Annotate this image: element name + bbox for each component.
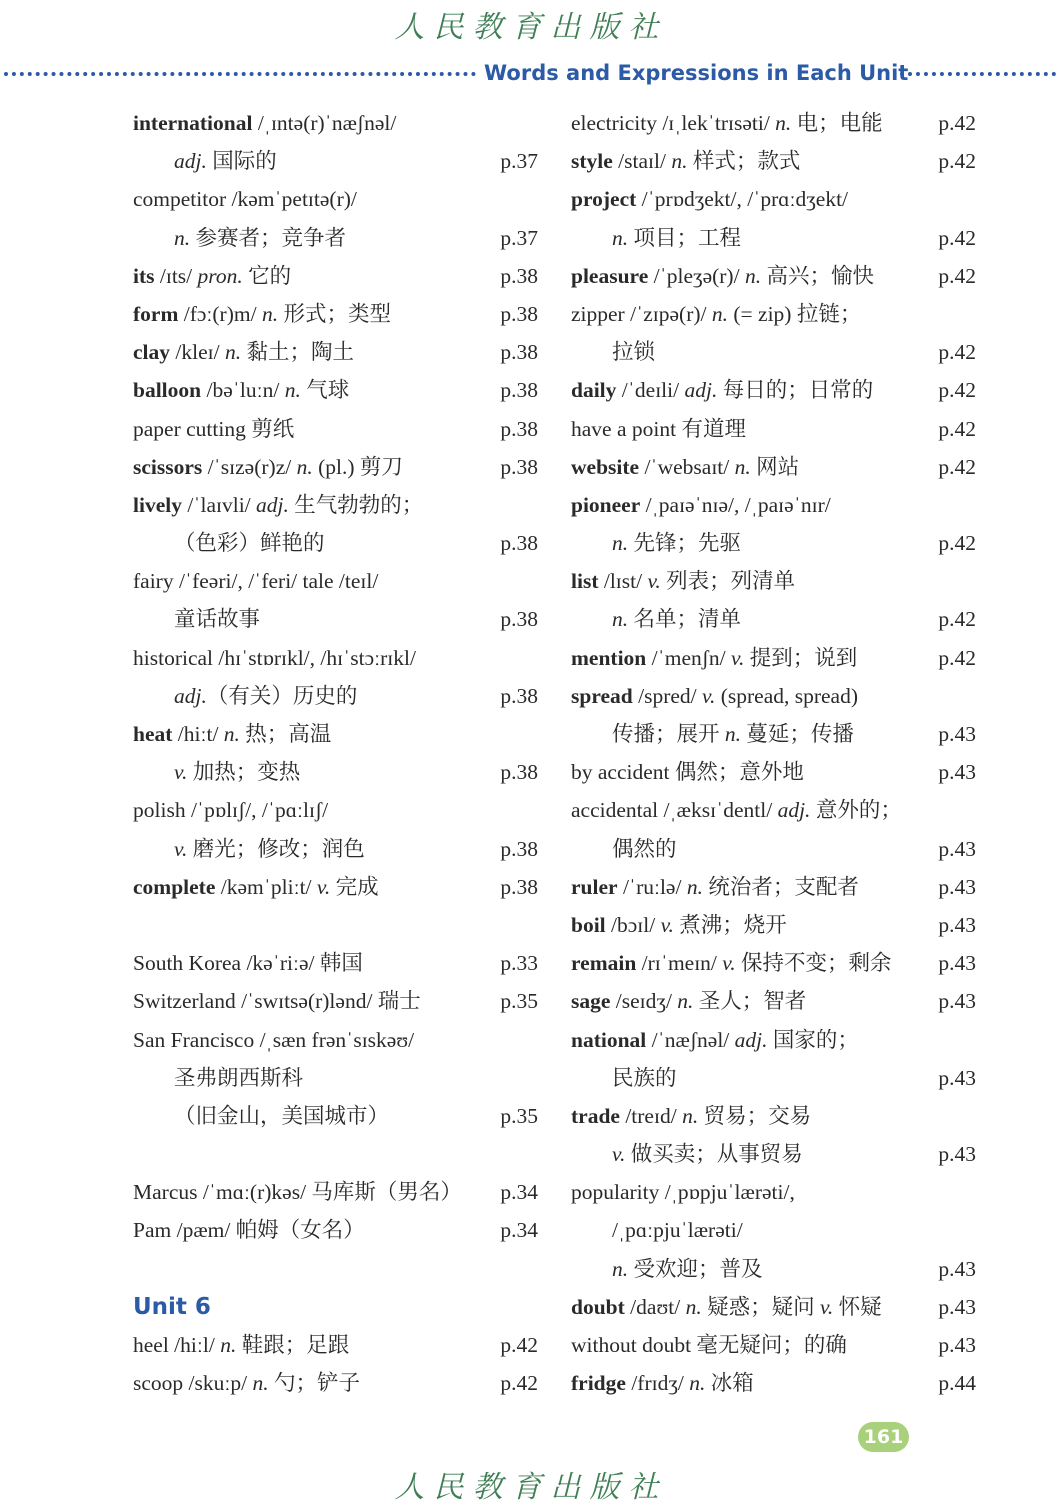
left-column [133,104,538,1402]
entry-line [571,371,976,409]
entry-page-ref: p.37 [500,149,538,174]
entry-page-ref: p.42 [938,454,976,479]
entry-text: fridge /frɪdʒ/ n. 冰箱 [571,1371,754,1396]
entry-line [133,753,538,791]
entry-line [133,1364,538,1402]
entry-text: 偶然的 [612,836,677,861]
entry-text: its /ɪts/ pron. 它的 [133,263,292,288]
entry-line [133,868,538,906]
entry-page-ref: p.33 [500,951,538,976]
entry-text: lively /ˈlaɪvli/ adj. 生气勃勃的； [133,492,424,517]
entry-text: national /ˈnæʃnəl/ adj. 国家的； [571,1027,859,1052]
entry-text: spread /spred/ v. (spread, spread) [571,683,859,708]
entry-page-ref: p.43 [938,722,976,746]
entry-page-ref: p.38 [500,683,538,708]
entry-text: n. 先锋；先驱 [612,531,742,556]
entry-text: fairy /ˈfeəri/, /ˈferi/ tale /teɪl/ [133,569,379,594]
entry-page-ref: p.38 [500,263,538,288]
entry-line [133,295,538,333]
entry-text: Pam /pæm/ 帕姆（女名） [133,1218,365,1243]
entry-text: remain /rɪˈmeɪn/ v. 保持不变；剩余 [571,951,892,976]
entry-line [133,142,538,180]
entry-text: San Francisco /ˌsæn frənˈsɪskəʊ/ [133,1027,415,1052]
entry-page-ref: p.42 [938,645,976,670]
entry-page-ref: p.42 [500,1371,538,1396]
entry-text: 民族的 [612,1065,677,1090]
entry-page-ref: p.42 [938,340,976,365]
entry-line [571,753,976,791]
entry-text: list /lɪst/ v. 列表；列清单 [571,569,796,594]
entry-line [571,1173,976,1211]
entry-line [571,944,976,982]
entry-text: style /staɪl/ n. 样式；款式 [571,149,801,174]
entry-page-ref: p.42 [938,111,976,135]
section-header [0,58,1062,88]
entry-text: scoop /skuːp/ n. 勺；铲子 [133,1371,360,1396]
entry-page-ref: p.35 [500,989,538,1014]
entry-line [571,715,976,753]
entry-page-ref: p.38 [500,607,538,632]
entry-line [571,600,976,638]
entry-line [571,562,976,600]
entry-line [133,982,538,1020]
entry-text: have a point 有道理 [571,416,746,441]
entry-text: historical /hɪˈstɒrɪkl/, /hɪˈstɔːrɪkl/ [133,645,416,670]
entry-line [571,1135,976,1173]
entry-text: scissors /ˈsɪzə(r)z/ n. (pl.) 剪刀 [133,454,403,479]
entry-line [133,715,538,753]
entry-text: n. 项目；工程 [612,225,742,250]
entry-text: zipper /ˈzɪpə(r)/ n. (= zip) 拉链； [571,301,862,326]
entry-text: balloon /bəˈluːn/ n. 气球 [133,378,350,403]
entry-text: project /ˈprɒdʒekt/, /ˈprɑːdʒekt/ [571,187,849,212]
entry-line [133,371,538,409]
entry-line [571,524,976,562]
entry-line [133,562,538,600]
entry-page-ref: p.37 [500,225,538,250]
entry-page-ref: p.43 [938,951,976,976]
spacer [133,1135,538,1173]
entry-line [133,180,538,218]
entry-text: v. 磨光；修改；润色 [174,836,365,861]
entry-line [571,1288,976,1326]
entry-page-ref: p.43 [938,836,976,861]
entry-page-ref: p.42 [938,378,976,403]
entry-text: pioneer /ˌpaɪəˈnɪə/, /ˌpaɪəˈnɪr/ [571,492,831,517]
entry-line [133,257,538,295]
entry-page-ref: p.38 [500,340,538,365]
entry-page-ref: p.43 [938,760,976,785]
entry-page-ref: p.38 [500,378,538,403]
entry-line [571,906,976,944]
entry-text: pleasure /ˈpleʒə(r)/ n. 高兴；愉快 [571,263,874,288]
entry-line [571,104,976,142]
entry-line [133,219,538,257]
entry-line [571,486,976,524]
entry-text: doubt /daʊt/ n. 疑惑；疑问 v. 怀疑 [571,1294,882,1319]
entry-page-ref: p.38 [500,760,538,785]
entry-page-ref: p.42 [500,1333,538,1357]
entry-line [571,677,976,715]
entry-text: form /fɔː(r)m/ n. 形式；类型 [133,301,391,326]
entry-line [133,486,538,524]
page-number-badge: 161 [858,1422,909,1452]
entry-line [133,677,538,715]
entry-line [571,1250,976,1288]
entry-page-ref: p.42 [938,149,976,174]
entry-text: /ˌpɑːpjuˈlærəti/ [612,1218,743,1243]
entry-text: paper cutting 剪纸 [133,416,295,441]
entry-text: boil /bɔɪl/ v. 煮沸；烧开 [571,912,787,937]
entry-text: Marcus /ˈmɑː(r)kəs/ 马库斯（男名） [133,1180,462,1205]
entry-text: popularity /ˌpɒpjuˈlærəti/, [571,1180,795,1205]
entry-text: Switzerland /ˈswɪtsə(r)lənd/ 瑞士 [133,989,421,1014]
entry-page-ref: p.42 [938,607,976,632]
entry-line [571,1059,976,1097]
entry-line [133,1097,538,1135]
entry-line [133,1021,538,1059]
entry-page-ref: p.34 [500,1180,538,1205]
entry-line [133,1059,538,1097]
header-dots-right [900,72,1056,76]
entry-text: n. 名单；清单 [612,607,742,632]
entry-text: clay /kleɪ/ n. 黏土；陶土 [133,340,354,365]
entry-text: v. 做买卖；从事贸易 [612,1142,803,1167]
entry-line [571,1326,976,1364]
header-title: Words and Expressions in Each Unit [484,61,909,85]
entry-text: accidental /ˌæksɪˈdentl/ adj. 意外的； [571,798,902,823]
entry-page-ref: p.42 [938,416,976,441]
entry-text: competitor /kəmˈpetɪtə(r)/ [133,187,357,212]
entry-page-ref: p.38 [500,836,538,861]
spacer [133,1250,538,1288]
entry-page-ref: p.38 [500,531,538,556]
entry-text: 童话故事 [174,607,261,632]
entry-text: sage /seɪdʒ/ n. 圣人；智者 [571,989,807,1014]
entry-line [571,868,976,906]
entry-text: international /ˌɪntə(r)ˈnæʃnəl/ [133,111,397,135]
entry-line [571,219,976,257]
entry-text: （色彩）鲜艳的 [174,531,325,556]
entry-line [133,410,538,448]
entry-line [133,1326,538,1364]
entry-text: 圣弗朗西斯科 [174,1065,304,1090]
entry-text: n. 参赛者；竞争者 [174,225,347,250]
header-dots-left [4,72,476,76]
entry-line [571,180,976,218]
entry-text: polish /ˈpɒlɪʃ/, /ˈpɑːlɪʃ/ [133,798,329,823]
entry-text: （旧金山，美国城市） [174,1103,390,1128]
entry-page-ref: p.42 [938,531,976,556]
entry-page-ref: p.43 [938,912,976,937]
entry-page-ref: p.38 [500,454,538,479]
entry-text: mention /ˈmenʃn/ v. 提到；说到 [571,645,858,670]
entry-line [571,448,976,486]
entry-text: without doubt 毫无疑问；的确 [571,1333,847,1357]
publisher-logo-bottom: 人民教育出版社 [394,1470,668,1505]
entry-line [133,1211,538,1249]
entry-line [571,1097,976,1135]
entry-text: electricity /ɪˌlekˈtrɪsəti/ n. 电；电能 [571,111,883,135]
entry-line [571,982,976,1020]
entry-text: 拉锁 [612,340,656,365]
entry-line [571,257,976,295]
entry-line [133,791,538,829]
entry-page-ref: p.35 [500,1103,538,1128]
entry-line [571,639,976,677]
entry-text: n. 受欢迎；普及 [612,1256,763,1281]
entry-page-ref: p.43 [938,1294,976,1319]
entry-text: adj.（有关）历史的 [174,683,358,708]
entry-line [571,142,976,180]
entry-page-ref: p.44 [938,1371,976,1396]
entry-page-ref: p.43 [938,1256,976,1281]
entry-line [571,791,976,829]
unit-heading: Unit 6 [133,1293,211,1320]
entry-text: by accident 偶然；意外地 [571,760,804,785]
entry-page-ref: p.42 [938,225,976,250]
entry-line [571,1021,976,1059]
entry-line [133,639,538,677]
entry-text: heel /hiːl/ n. 鞋跟；足跟 [133,1333,350,1357]
entry-text: v. 加热；变热 [174,760,301,785]
entry-text: heat /hiːt/ n. 热；高温 [133,722,332,746]
entry-text: adj. 国际的 [174,149,277,174]
entry-text: 传播；展开 n. 蔓延；传播 [612,722,854,746]
entry-line [571,1364,976,1402]
entry-line [571,333,976,371]
entry-page-ref: p.38 [500,874,538,899]
entry-line [133,104,538,142]
entry-line [571,410,976,448]
entry-line [571,1211,976,1249]
publisher-logo-top: 人民教育出版社 [394,10,668,45]
entry-page-ref: p.43 [938,1333,976,1357]
entry-line [133,448,538,486]
entry-page-ref: p.43 [938,1142,976,1167]
entry-page-ref: p.42 [938,263,976,288]
spacer [133,906,538,944]
entry-text: website /ˈwebsaɪt/ n. 网站 [571,454,800,479]
entry-page-ref: p.43 [938,874,976,899]
entry-line [133,830,538,868]
entry-page-ref: p.38 [500,301,538,326]
entry-line [571,295,976,333]
entry-text: complete /kəmˈpliːt/ v. 完成 [133,874,379,899]
entry-text: daily /ˈdeɪli/ adj. 每日的；日常的 [571,378,874,403]
entry-page-ref: p.43 [938,989,976,1014]
entry-line [133,1173,538,1211]
entry-line [133,600,538,638]
entry-line [571,830,976,868]
entry-page-ref: p.38 [500,416,538,441]
entry-text: trade /treɪd/ n. 贸易；交易 [571,1103,812,1128]
unit-heading-row [133,1288,538,1326]
entry-page-ref: p.43 [938,1065,976,1090]
entry-text: South Korea /kəˈriːə/ 韩国 [133,951,363,976]
entry-line [133,524,538,562]
entry-line [133,944,538,982]
entry-page-ref: p.34 [500,1218,538,1243]
right-column [571,104,976,1402]
entry-line [133,333,538,371]
entry-text: ruler /ˈruːlə/ n. 统治者；支配者 [571,874,859,899]
